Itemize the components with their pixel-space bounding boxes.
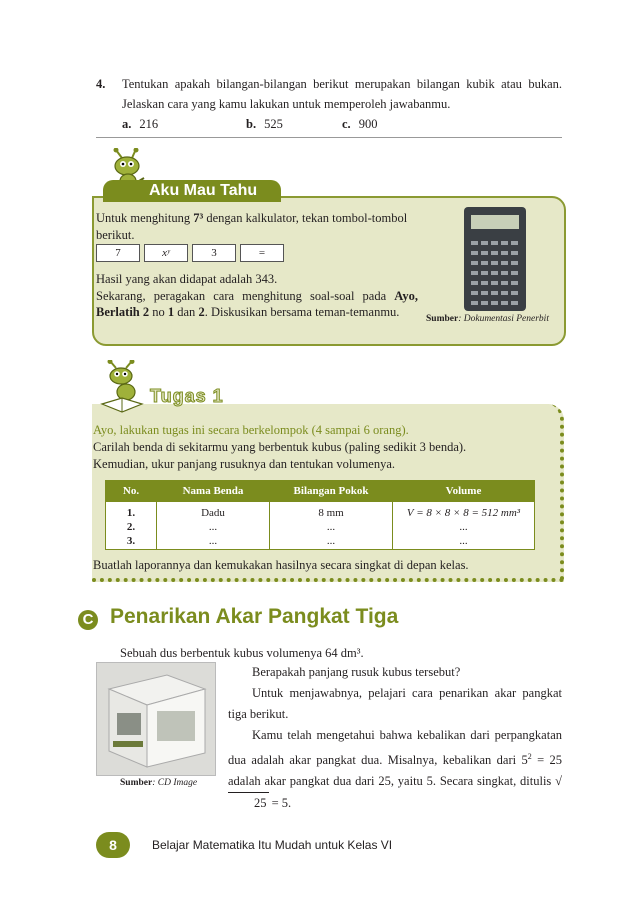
aku-mau-tahu-title: Aku Mau Tahu: [103, 180, 281, 202]
aku-mau-tahu-source: Sumber: Dokumentasi Penerbit: [426, 314, 549, 324]
table-header: No.: [106, 481, 157, 502]
key-equals: =: [240, 244, 284, 262]
section-title: Penarikan Akar Pangkat Tiga: [110, 605, 399, 628]
table-header: Volume: [393, 481, 535, 502]
aku-mau-tahu-body: Hasil yang akan didapat adalah 343. Sekarang, peragakan cara menghitung soal-soal pada Ayo, Berlatih 2 no 1 dan 2. Diskusikan bersama teman-temanmu.: [96, 272, 418, 319]
key-7: 7: [96, 244, 140, 262]
section-body: [228, 662, 562, 814]
table-header-row: [106, 481, 535, 502]
box-image: [96, 662, 216, 776]
page-number: 8: [96, 832, 130, 858]
section-paragraph-2: Berapakah panjang rusuk kubus tersebut?: [252, 665, 461, 679]
book-title: Belajar Matematika Itu Mudah untuk Kelas VI: [152, 838, 393, 852]
tugas-line-2: Carilah benda di sekitarmu yang berbentuk kubus (paling sedikit 3 benda).: [93, 440, 467, 454]
sqrt-radicand: 25: [228, 792, 269, 814]
tugas-footer: Buatlah laporannya dan kemukakan hasilnya secara singkat di depan kelas.: [93, 558, 469, 572]
tugas-title: Tugas 1: [150, 386, 224, 406]
table-header: Bilangan Pokok: [270, 481, 393, 502]
key-3: 3: [192, 244, 236, 262]
tugas-table: [105, 480, 535, 550]
tugas-line-3: Kemudian, ukur panjang rusuknya dan tentukan volumenya.: [93, 457, 396, 471]
calculator-image: [464, 207, 526, 311]
question-4: [96, 74, 562, 134]
option-c: c. 900: [342, 117, 378, 131]
tugas-line-1: Ayo, lakukan tugas ini secara berkelompok (4 sampai 6 orang).: [93, 423, 409, 437]
section-paragraph-4: Kamu telah mengetahui bahwa kebalikan dari perpangkatan dua adalah akar pangkat dua. Misalnya, kebalikan dari $5^2 = 25$ adalah akar pangkat dua dari 25, yaitu 5. Secara singkat, ditulis √25 = 5.: [228, 725, 562, 814]
tugas-instructions: [93, 422, 553, 473]
section-paragraph-3: Untuk menjawabnya, pelajari cara penarikan akar pangkat tiga berikut.: [228, 686, 562, 721]
question-text: Tentukan apakah bilangan-bilangan berikut merupakan bilangan kubik atau bukan. Jelaskan cara yang kamu lakukan untuk memperoleh jawabanmu.: [122, 77, 562, 111]
box-image-source: Sumber: CD Image: [120, 778, 198, 788]
key-power: xʸ: [144, 244, 188, 262]
ant-reading-icon: [96, 360, 152, 416]
question-number: 4.: [96, 77, 106, 91]
option-b: b. 525: [246, 117, 283, 131]
aku-mau-tahu-intro: Untuk menghitung 7³ dengan kalkulator, tekan tombol-tombol berikut.: [96, 211, 408, 242]
question-options: [122, 114, 562, 134]
table-row: [106, 502, 535, 550]
section-badge: C: [78, 610, 98, 630]
table-cell-nama: Dadu ... ...: [157, 502, 270, 550]
option-a: a. 216: [122, 117, 159, 131]
table-header: Nama Benda: [157, 481, 270, 502]
divider: [96, 137, 562, 138]
table-cell-pokok: 8 mm ... ...: [270, 502, 393, 550]
table-cell-no: 1. 2. 3.: [106, 502, 157, 550]
table-cell-volume: V = 8 × 8 × 8 = 512 mm³ ... ...: [393, 502, 535, 550]
section-paragraph-1: Sebuah dus berbentuk kubus volumenya 64 dm³.: [120, 646, 364, 660]
